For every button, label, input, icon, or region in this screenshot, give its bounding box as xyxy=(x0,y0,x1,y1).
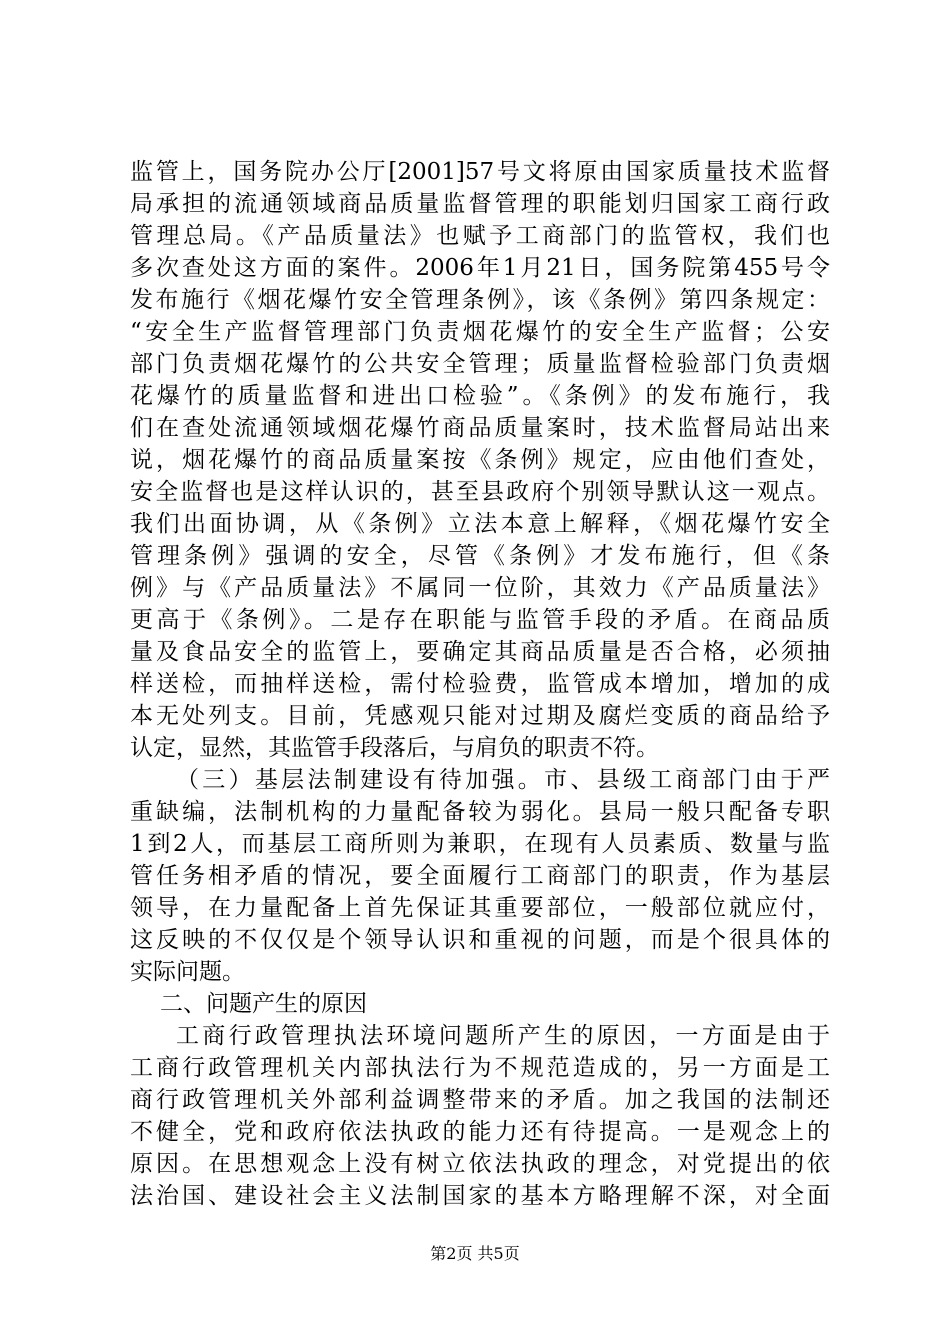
text-line: 工商行政管理机关内部执法行为不规范造成的，另一方面是工 xyxy=(130,1055,830,1081)
text-line: 说，烟花爆竹的商品质量案按《条例》规定，应由他们查处， xyxy=(130,447,830,473)
text-line: 1到2人，而基层工商所则为兼职，在现有人员素质、数量与监 xyxy=(130,831,830,857)
text-line: 样送检，而抽样送检，需付检验费，监管成本增加，增加的成 xyxy=(130,671,830,697)
text-line: 管理总局。《产品质量法》也赋予工商部门的监管权，我们也 xyxy=(130,223,830,249)
text-line: 领导，在力量配备上首先保证其重要部位，一般部位就应付， xyxy=(130,895,830,921)
text-line: 监管上，国务院办公厅[2001]57号文将原由国家质量技术监督 xyxy=(130,159,830,185)
document-body xyxy=(130,156,830,1212)
text-line: 局承担的流通领域商品质量监督管理的职能划归国家工商行政 xyxy=(130,191,830,217)
page-number: 第2页 共5页 xyxy=(430,1244,520,1263)
text-line: “安全生产监督管理部门负责烟花爆竹的安全生产监督；公安 xyxy=(130,319,830,345)
text-line: 法治国、建设社会主义法制国家的基本方略理解不深，对全面 xyxy=(130,1183,830,1209)
text-line: 管任务相矛盾的情况，要全面履行工商部门的职责，作为基层 xyxy=(130,863,830,889)
text-line: 重缺编，法制机构的力量配备较为弱化。县局一般只配备专职 xyxy=(130,799,830,825)
text-line: 商行政管理机关外部利益调整带来的矛盾。加之我国的法制还 xyxy=(130,1087,830,1113)
text-line: 部门负责烟花爆竹的公共安全管理；质量监督检验部门负责烟 xyxy=(130,351,830,377)
text-line: 管理条例》强调的安全，尽管《条例》才发布施行，但《条 xyxy=(130,543,830,569)
text-line: 原因。在思想观念上没有树立依法执政的理念，对党提出的依 xyxy=(130,1151,830,1177)
text-line: 例》与《产品质量法》不属同一位阶，其效力《产品质量法》 xyxy=(130,575,830,601)
text-line: 本无处列支。目前，凭感观只能对过期及腐烂变质的商品给予 xyxy=(130,703,830,729)
section-heading xyxy=(130,988,830,1020)
text-line: 实际问题。 xyxy=(130,959,245,985)
text-line: 更高于《条例》。二是存在职能与监管手段的矛盾。在商品质 xyxy=(130,607,830,633)
text-line: 们在查处流通领域烟花爆竹商品质量案时，技术监督局站出来 xyxy=(130,415,830,441)
text-line: 花爆竹的质量监督和进出口检验”。《条例》的发布施行，我 xyxy=(130,383,830,409)
text-line: 我们出面协调，从《条例》立法本意上解释，《烟花爆竹安全 xyxy=(130,511,830,537)
paragraph-2 xyxy=(130,764,830,988)
text-line: 发布施行《烟花爆竹安全管理条例》，该《条例》第四条规定： xyxy=(130,287,830,313)
heading-line: 二、问题产生的原因 xyxy=(160,991,367,1017)
paragraph-3 xyxy=(130,1020,830,1212)
paragraph-1 xyxy=(130,156,830,764)
text-line: 多次查处这方面的案件。2006年1月21日，国务院第455号令 xyxy=(130,255,830,281)
text-line: 量及食品安全的监管上，要确定其商品质量是否合格，必须抽 xyxy=(130,639,830,665)
text-line: 这反映的不仅仅是个领导认识和重视的问题，而是个很具体的 xyxy=(130,927,830,953)
page-footer xyxy=(0,1244,950,1264)
text-line: 不健全，党和政府依法执政的能力还有待提高。一是观念上的 xyxy=(130,1119,830,1145)
text-line: 认定，显然，其监管手段落后，与肩负的职责不符。 xyxy=(130,735,659,761)
text-line: （三）基层法制建设有待加强。市、县级工商部门由于严 xyxy=(176,767,830,793)
text-line: 安全监督也是这样认识的，甚至县政府个别领导默认这一观点。 xyxy=(130,479,830,505)
text-line: 工商行政管理执法环境问题所产生的原因，一方面是由于 xyxy=(176,1023,830,1049)
